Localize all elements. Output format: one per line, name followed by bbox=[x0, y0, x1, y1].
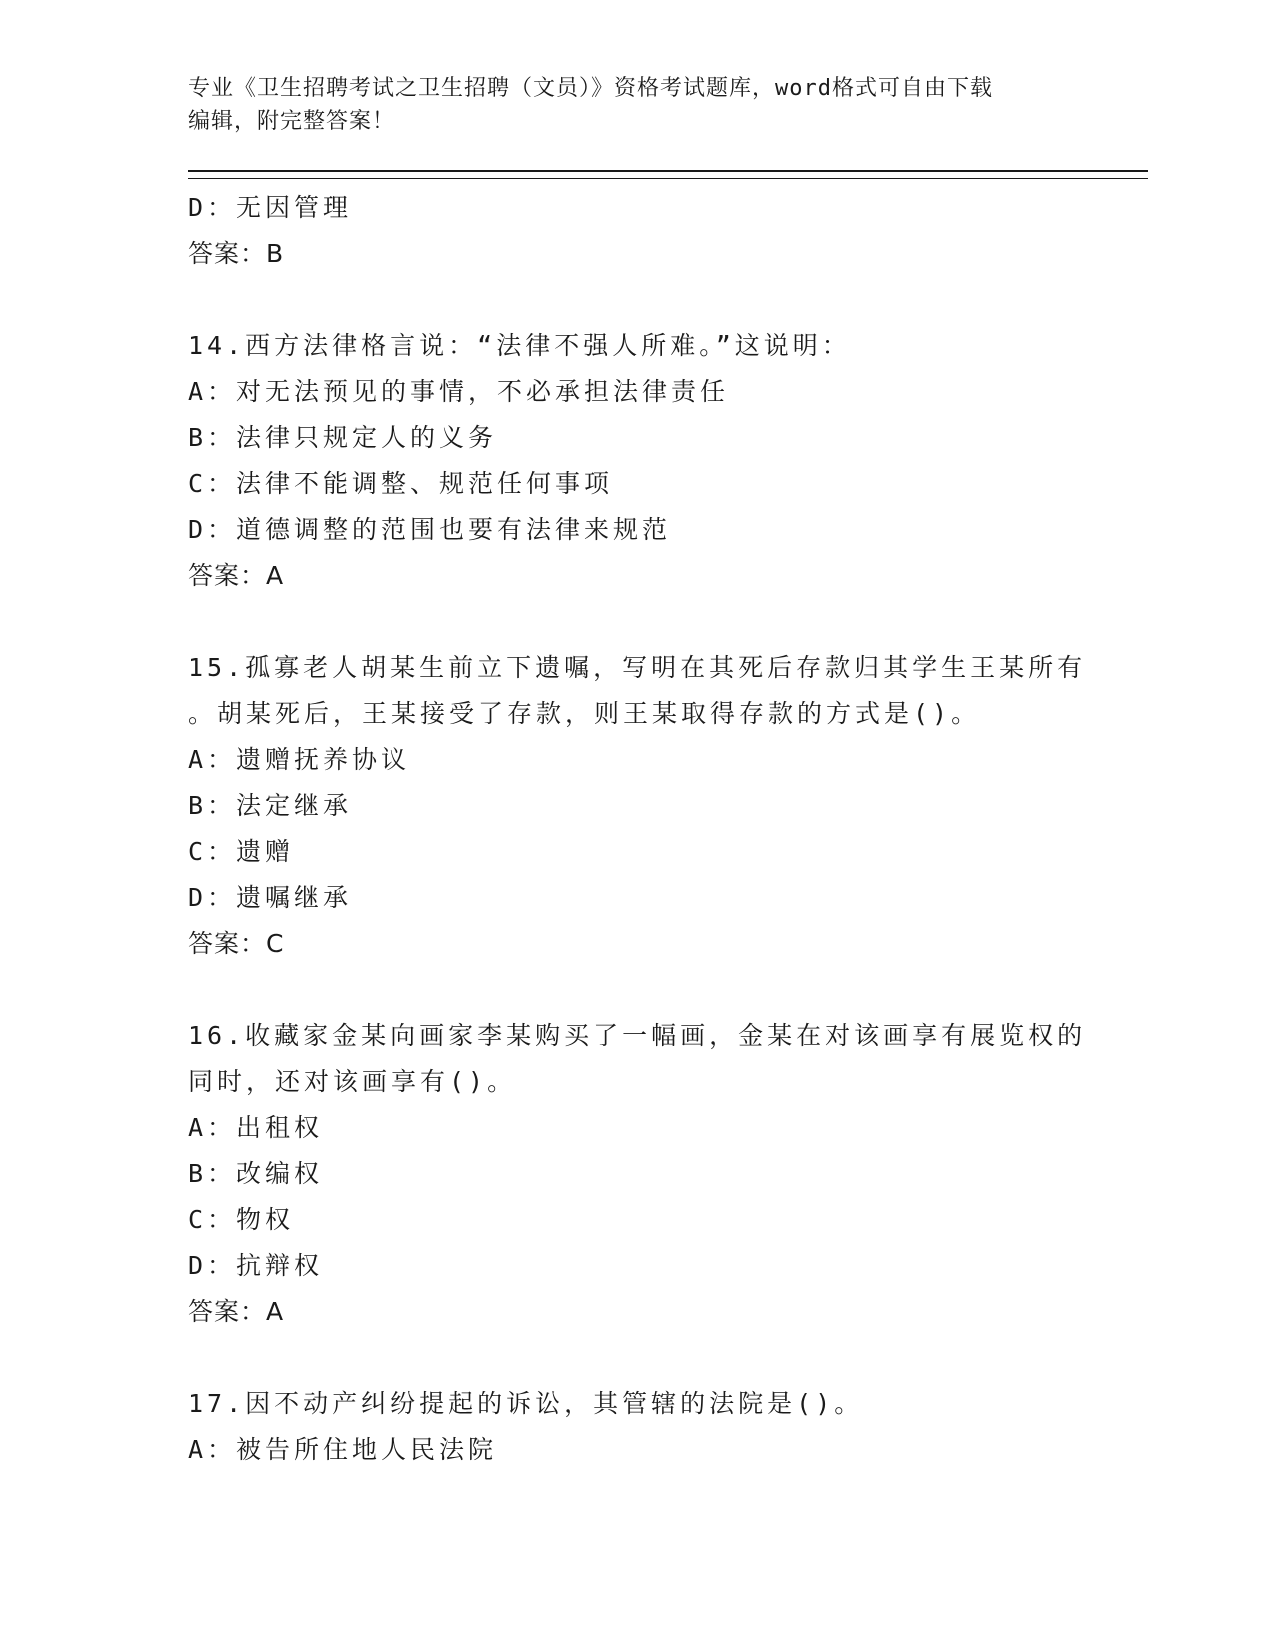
option-c: C：物权 bbox=[188, 1205, 295, 1234]
header-divider bbox=[188, 170, 1148, 179]
document-page bbox=[188, 70, 1148, 1473]
option-a: A：被告所住地人民法院 bbox=[188, 1435, 498, 1464]
header-line-2: 编辑，附完整答案！ bbox=[188, 109, 396, 134]
option-d: D：抗辩权 bbox=[188, 1251, 324, 1280]
option-a: A：遗赠抚养协议 bbox=[188, 745, 411, 774]
question-stem: 14.西方法律格言说：“法律不强人所难。”这说明： bbox=[188, 331, 851, 360]
option-d: D：遗嘱继承 bbox=[188, 883, 353, 912]
document-header bbox=[188, 70, 1148, 138]
option-c: C：遗赠 bbox=[188, 837, 295, 866]
question-list bbox=[188, 185, 1148, 1473]
answer-line: 答案：A bbox=[188, 561, 285, 590]
option-c: C：法律不能调整、规范任何事项 bbox=[188, 469, 614, 498]
option-b: B：改编权 bbox=[188, 1159, 324, 1188]
question-stem: 16.收藏家金某向画家李某购买了一幅画，金某在对该画享有展览权的 bbox=[188, 1021, 1087, 1050]
question-stem-continued: 同时，还对该画享有()。 bbox=[188, 1067, 517, 1096]
answer-line: 答案：C bbox=[188, 929, 285, 958]
option-b: B：法律只规定人的义务 bbox=[188, 423, 498, 452]
question-block bbox=[188, 1013, 1148, 1335]
question-stem-continued: 。胡某死后，王某接受了存款，则王某取得存款的方式是()。 bbox=[188, 699, 981, 728]
option-a: A：对无法预见的事情，不必承担法律责任 bbox=[188, 377, 730, 406]
question-block bbox=[188, 1381, 1148, 1473]
question-stem: 17.因不动产纠纷提起的诉讼，其管辖的法院是()。 bbox=[188, 1389, 864, 1418]
answer-line: 答案：B bbox=[188, 239, 285, 268]
question-block bbox=[188, 645, 1148, 967]
header-line-1: 专业《卫生招聘考试之卫生招聘（文员）》资格考试题库，word格式可自由下载 bbox=[188, 76, 993, 101]
option-a: A：出租权 bbox=[188, 1113, 324, 1142]
option-d: D：无因管理 bbox=[188, 193, 353, 222]
option-b: B：法定继承 bbox=[188, 791, 353, 820]
question-stem: 15.孤寡老人胡某生前立下遗嘱，写明在其死后存款归其学生王某所有 bbox=[188, 653, 1087, 682]
question-block bbox=[188, 323, 1148, 599]
answer-line: 答案：A bbox=[188, 1297, 285, 1326]
option-d: D：道德调整的范围也要有法律来规范 bbox=[188, 515, 672, 544]
